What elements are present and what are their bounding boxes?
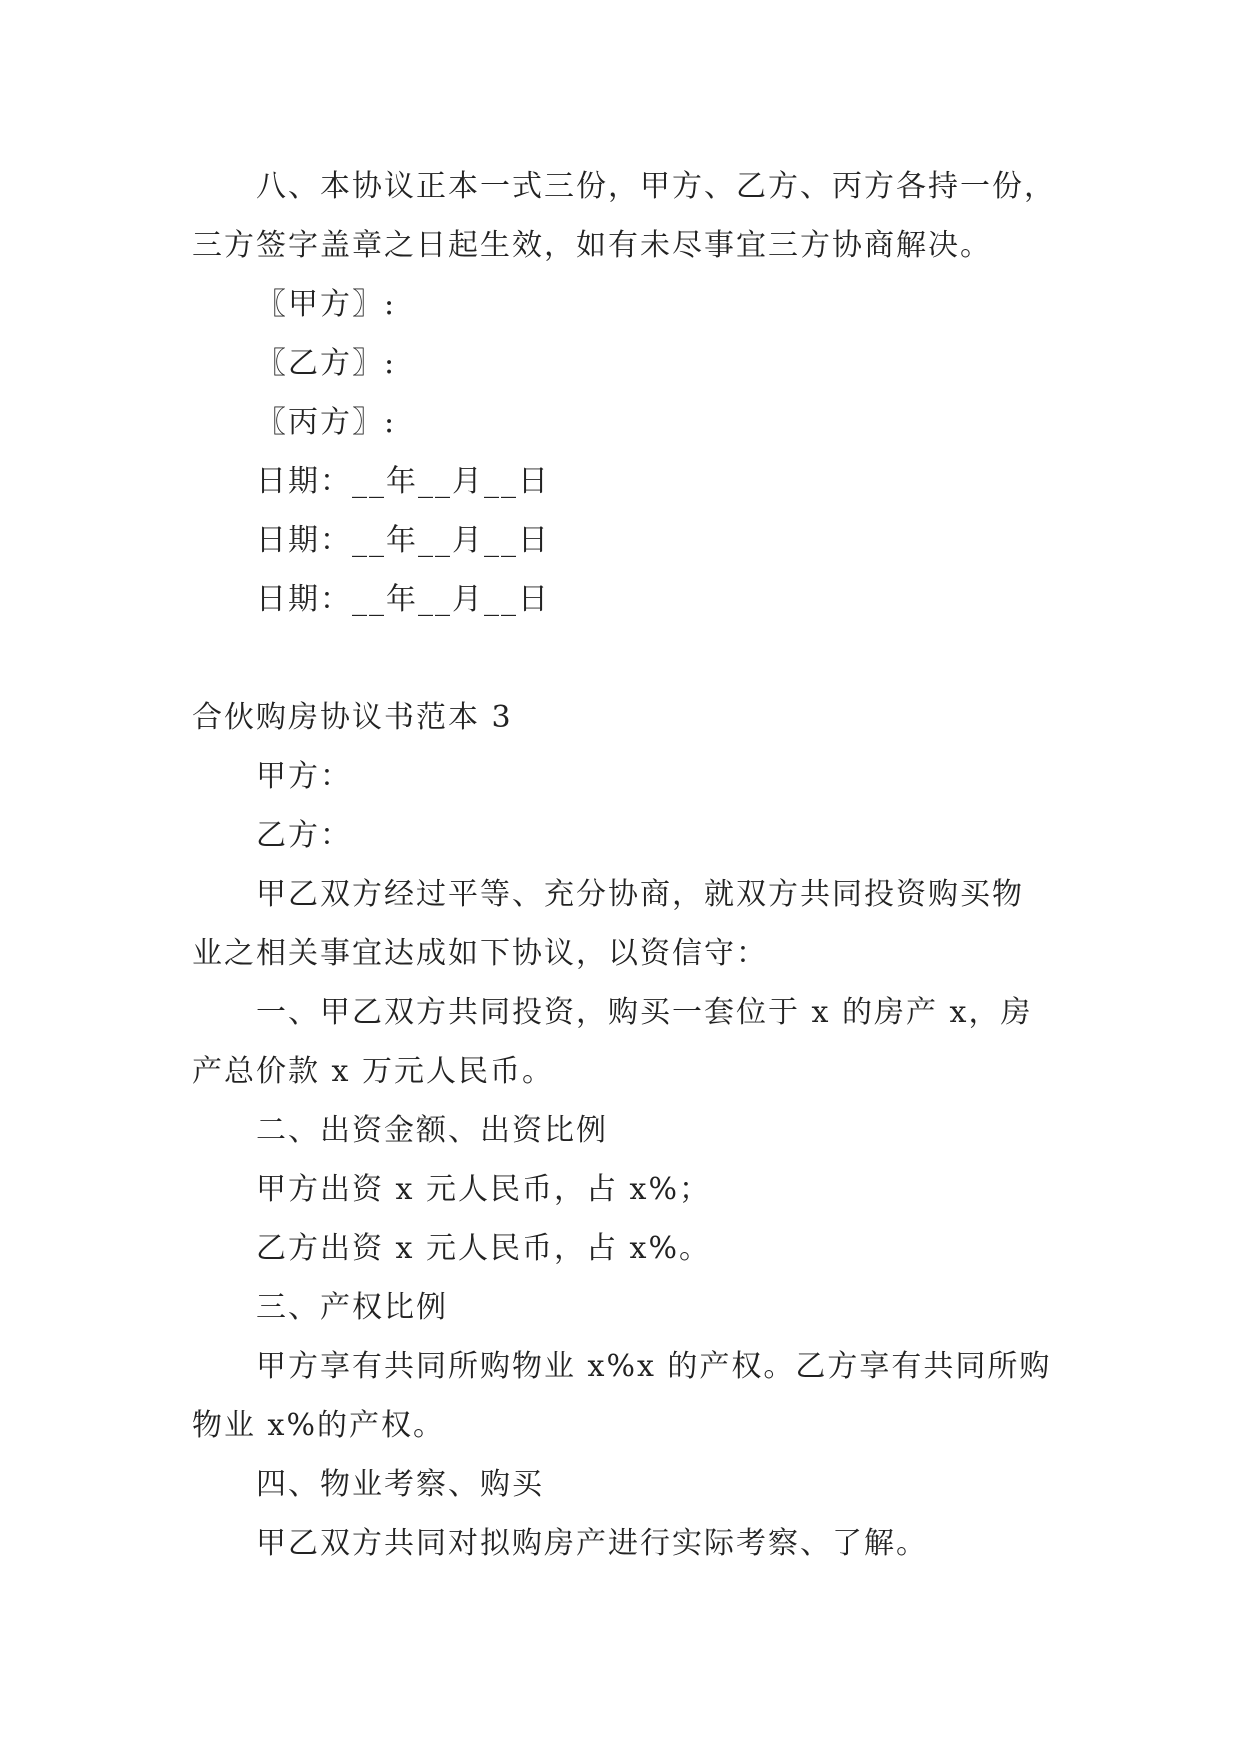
clause-2-heading: 二、出资金额、出资比例 [256,1113,608,1148]
ownership-paragraph [192,1337,1062,1455]
text-line: 业之相关事宜达成如下协议，以资信守： [192,936,768,971]
clause-8-paragraph [192,157,1062,275]
blank-line [192,629,1062,688]
clause-4-heading: 四、物业考察、购买 [256,1467,544,1502]
text-line: 甲方享有共同所购物业 x%x 的产权。乙方享有共同所购 [256,1349,1052,1384]
intro-paragraph [192,865,1062,983]
party-a-label: 甲方： [256,759,352,794]
inspection-paragraph: 甲乙双方共同对拟购房产进行实际考察、了解。 [256,1526,928,1561]
text-line: 八、本协议正本一式三份，甲方、乙方、丙方各持一份， [256,169,1056,204]
party-a-contribution: 甲方出资 x 元人民币，占 x%； [256,1172,711,1207]
signature-party-b: 〖乙方〗: [256,346,397,381]
text-line: 一、甲乙双方共同投资，购买一套位于 x 的房产 x，房 [256,995,1033,1030]
clause-3-heading: 三、产权比例 [256,1290,448,1325]
section-title: 合伙购房协议书范本 3 [192,700,513,735]
text-line: 物业 x%的产权。 [192,1408,445,1443]
signature-party-c: 〖丙方〗: [256,405,397,440]
clause-1-paragraph [192,983,1062,1101]
signature-party-a: 〖甲方〗: [256,287,397,322]
date-line: 日期：__年__月__日 [256,464,550,499]
text-line: 三方签字盖章之日起生效，如有未尽事宜三方协商解决。 [192,228,992,263]
party-b-label: 乙方： [256,818,352,853]
party-b-contribution: 乙方出资 x 元人民币，占 x%。 [256,1231,711,1266]
text-line: 甲乙双方经过平等、充分协商，就双方共同投资购买物 [256,877,1024,912]
date-line: 日期：__年__月__日 [256,523,550,558]
document-body [192,157,1062,1573]
text-line: 产总价款 x 万元人民币。 [192,1054,554,1089]
date-line: 日期：__年__月__日 [256,582,550,617]
